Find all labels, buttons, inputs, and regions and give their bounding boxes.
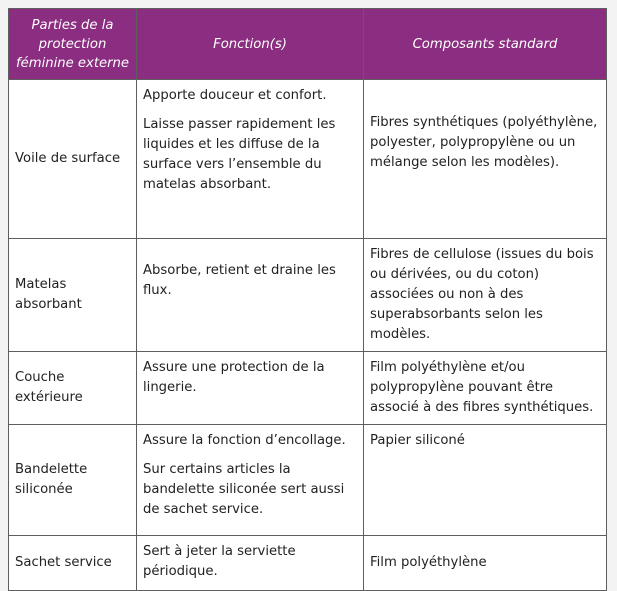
part-cell: Couche extérieure bbox=[9, 352, 137, 425]
function-text: Sert à jeter la serviette périodique. bbox=[143, 544, 296, 579]
function-cell bbox=[137, 425, 364, 536]
function-cell bbox=[137, 80, 364, 239]
part-cell: Bandelette siliconée bbox=[9, 425, 137, 536]
table-header-row bbox=[9, 9, 607, 80]
header-parts: Parties de la protection féminine externe bbox=[9, 9, 137, 80]
function-cell bbox=[137, 239, 364, 352]
components-cell: Film polyéthylène bbox=[364, 536, 607, 591]
components-cell: Fibres synthétiques (polyéthylène, polyester, polypropylène ou un mélange selon les modèles). bbox=[364, 80, 607, 239]
function-cell bbox=[137, 536, 364, 591]
table-container bbox=[8, 8, 607, 591]
table-row bbox=[9, 425, 607, 536]
function-text: Assure la fonction d’encollage. bbox=[143, 433, 346, 448]
function-text: Assure une protection de la lingerie. bbox=[143, 360, 325, 395]
header-functions: Fonction(s) bbox=[137, 9, 364, 80]
table-row bbox=[9, 239, 607, 352]
function-text: Laisse passer rapidement les liquides et les diffuse de la surface vers l’ensemble du matelas absorbant. bbox=[143, 117, 336, 192]
function-text: Absorbe, retient et draine les flux. bbox=[143, 263, 336, 298]
header-components: Composants standard bbox=[364, 9, 607, 80]
components-table bbox=[8, 8, 607, 591]
components-cell: Film polyéthylène et/ou polypropylène pouvant être associé à des fibres synthétiques. bbox=[364, 352, 607, 425]
part-cell: Sachet service bbox=[9, 536, 137, 591]
table-row bbox=[9, 352, 607, 425]
part-cell: Matelas absorbant bbox=[9, 239, 137, 352]
function-cell bbox=[137, 352, 364, 425]
components-cell: Fibres de cellulose (issues du bois ou dérivées, ou du coton) associées ou non à des superabsorbants selon les modèles. bbox=[364, 239, 607, 352]
table-row bbox=[9, 536, 607, 591]
table-row bbox=[9, 80, 607, 239]
function-text: Apporte douceur et confort. bbox=[143, 88, 327, 103]
part-cell: Voile de surface bbox=[9, 80, 137, 239]
components-cell: Papier siliconé bbox=[364, 425, 607, 536]
function-text: Sur certains articles la bandelette siliconée sert aussi de sachet service. bbox=[143, 462, 345, 517]
